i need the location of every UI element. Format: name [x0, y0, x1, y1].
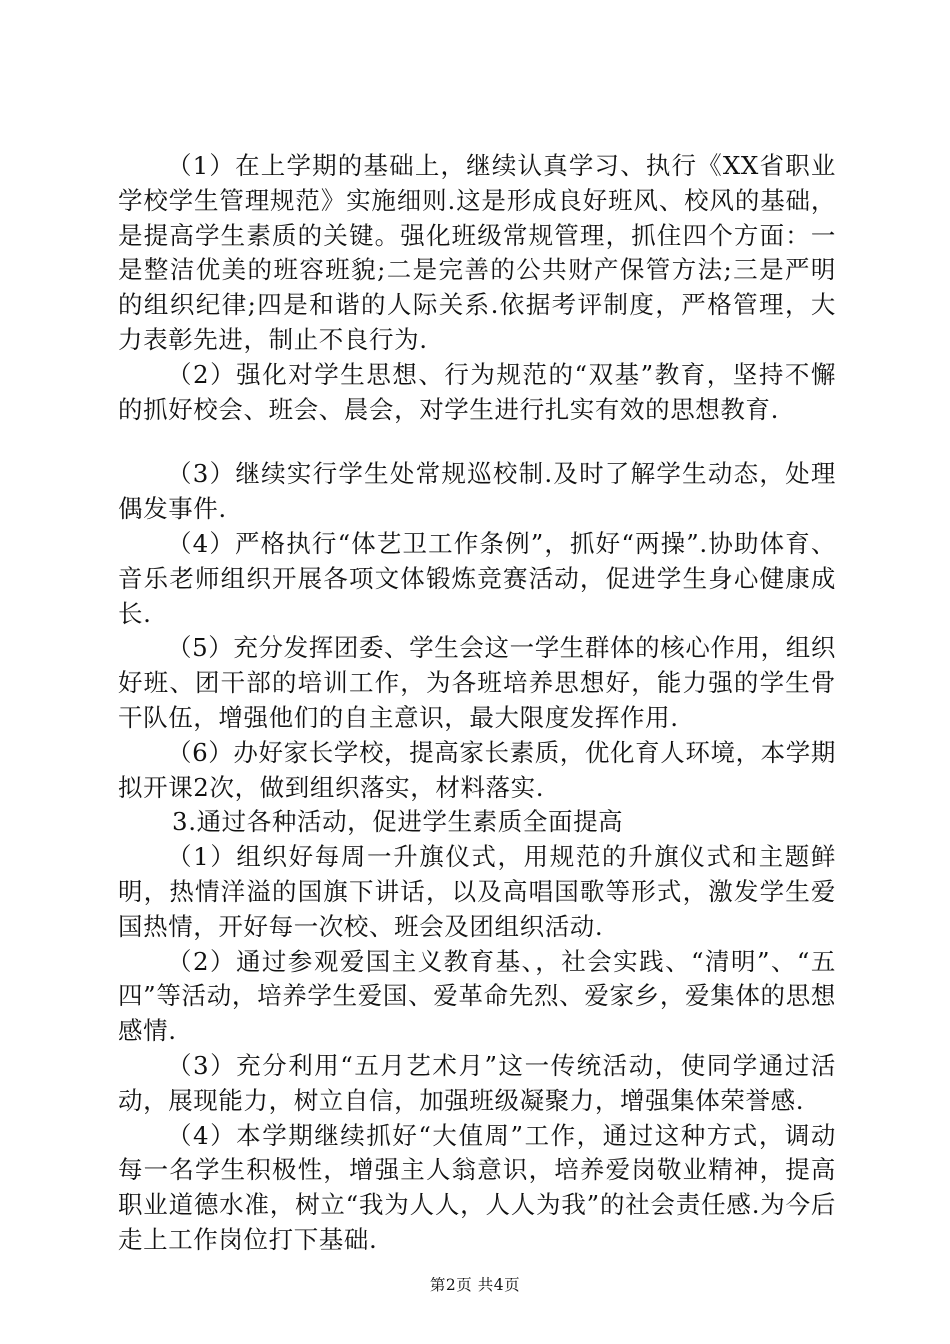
paragraph-2: （2）强化对学生思想、行为规范的“双基”教育，坚持不懈的抓好校会、班会、晨会，对学生进行扎实有效的思想教育.: [118, 359, 836, 424]
page-number-footer: 第2页 共4页: [429, 1276, 521, 1294]
paragraph-10: （4）本学期继续抓好“大值周”工作，通过这种方式，调动每一名学生积极性，增强主人翁意识，培养爱岗敬业精神，提高职业道德水准，树立“我为人人，人人为我”的社会责任感.为今后走上工作岗位打下基础.: [118, 1120, 836, 1254]
section-heading: 3.通过各种活动，促进学生素质全面提高: [172, 807, 624, 837]
paragraph-6: （6）办好家长学校，提高家长素质，优化育人环境，本学期拟开课2次，做到组织落实，材料落实.: [118, 737, 836, 802]
paragraph-1: （1）在上学期的基础上，继续认真学习、执行《XX省职业学校学生管理规范》实施细则.这是形成良好班风、校风的基础，是提高学生素质的关键。强化班级常规管理，抓住四个方面：一是整洁优美的班容班貌;二是完善的公共财产保管方法;三是严明的组织纪律;四是和谐的人际关系.依据考评制度，严格管理，大力表彰先进，制止不良行为.: [118, 151, 836, 354]
paragraph-7: （1）组织好每周一升旗仪式，用规范的升旗仪式和主题鲜明，热情洋溢的国旗下讲话，以及高唱国歌等形式，激发学生爱国热情，开好每一次校、班会及团组织活动.: [118, 842, 836, 941]
paragraph-4: （4）严格执行“体艺卫工作条例”，抓好“两操”.协助体育、音乐老师组织开展各项文体锻炼竞赛活动，促进学生身心健康成长.: [118, 528, 836, 628]
paragraph-9: （3）充分利用“五月艺术月”这一传统活动，使同学通过活动，展现能力，树立自信，加强班级凝聚力，增强集体荣誉感.: [118, 1050, 836, 1115]
paragraph-8: （2）通过参观爱国主义教育基、，社会实践、“清明”、“五四”等活动，培养学生爱国、爱革命先烈、爱家乡，爱集体的思想感情.: [118, 946, 836, 1046]
paragraph-3: （3）继续实行学生处常规巡校制.及时了解学生动态，处理偶发事件.: [118, 459, 836, 524]
document-body: [118, 149, 836, 1258]
paragraph-5: （5）充分发挥团委、学生会这一学生群体的核心作用，组织好班、团干部的培训工作，为各班培养思想好，能力强的学生骨干队伍，增强他们的自主意识，最大限度发挥作用.: [118, 633, 836, 732]
blank-line: [118, 427, 836, 457]
